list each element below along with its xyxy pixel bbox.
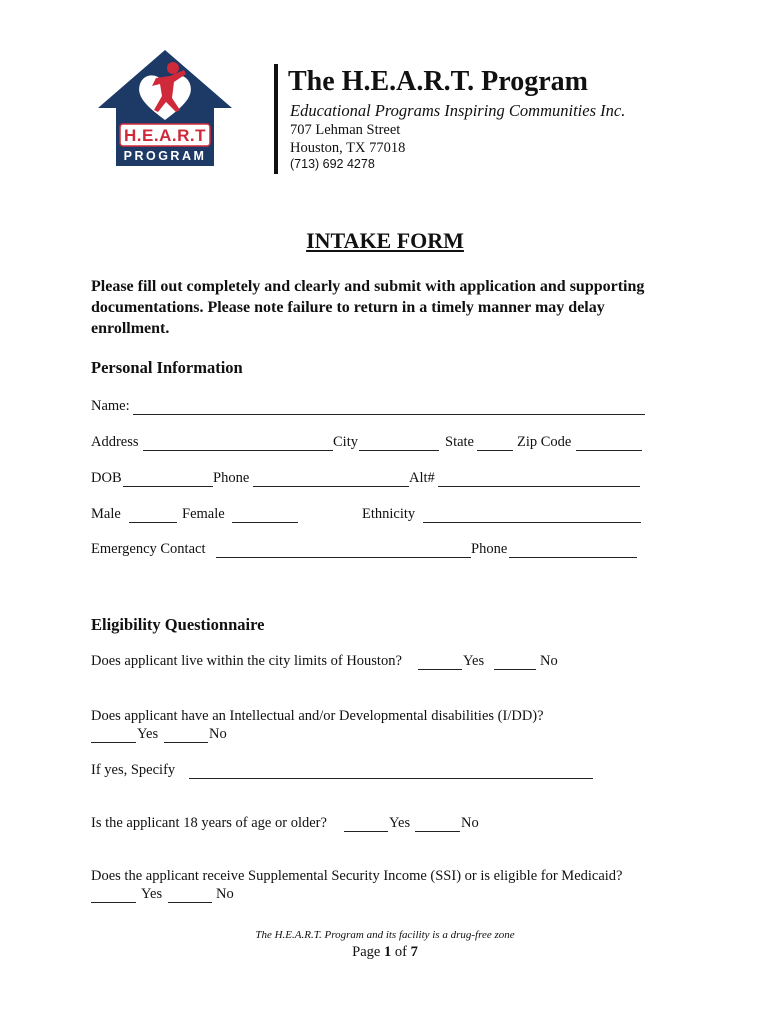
state-field[interactable] bbox=[477, 450, 513, 451]
address-field[interactable] bbox=[143, 450, 333, 451]
q1-yes-field[interactable] bbox=[418, 669, 462, 670]
q2-text: Does applicant have an Intellectual and/or Developmental disabilities (I/DD)? bbox=[91, 708, 544, 724]
q3-yes-label: Yes bbox=[389, 815, 411, 831]
org-phone: (713) 692 4278 bbox=[290, 157, 375, 171]
q4-no-field[interactable] bbox=[168, 902, 212, 903]
q2-yes-label: Yes bbox=[137, 726, 159, 742]
page-current: 1 bbox=[383, 944, 392, 960]
org-title: The H.E.A.R.T. Program bbox=[288, 66, 588, 97]
footer-note: The H.E.A.R.T. Program and its facility is a drug-free zone bbox=[255, 929, 515, 941]
header-divider bbox=[274, 64, 278, 174]
female-label: Female bbox=[182, 506, 225, 522]
q1-yes-label: Yes bbox=[463, 653, 485, 669]
address-label: Address bbox=[91, 434, 139, 450]
q4-no-label: No bbox=[216, 886, 234, 902]
specify-row bbox=[91, 762, 611, 782]
q2-no-label: No bbox=[209, 726, 227, 742]
q4-row bbox=[91, 868, 661, 888]
address-row bbox=[91, 434, 651, 454]
dob-row bbox=[91, 470, 651, 490]
q3-no-field[interactable] bbox=[415, 831, 460, 832]
emergency-phone-label: Phone bbox=[471, 541, 508, 557]
page-number bbox=[0, 944, 770, 961]
q1-no-field[interactable] bbox=[494, 669, 536, 670]
ethnicity-label: Ethnicity bbox=[362, 506, 416, 522]
emergency-contact-label: Emergency Contact bbox=[91, 541, 206, 557]
q2-answer-row bbox=[91, 726, 291, 746]
name-label: Name: bbox=[91, 398, 130, 414]
q1-text: Does applicant live within the city limits of Houston? bbox=[91, 653, 402, 669]
city-field[interactable] bbox=[359, 450, 439, 451]
heart-program-logo bbox=[96, 48, 234, 166]
specify-field[interactable] bbox=[189, 778, 593, 779]
form-title-text: INTAKE FORM bbox=[306, 228, 464, 253]
page-label: Page bbox=[352, 944, 381, 960]
name-row bbox=[91, 398, 651, 418]
alt-field[interactable] bbox=[438, 486, 640, 487]
q4-yes-field[interactable] bbox=[91, 902, 136, 903]
form-title bbox=[0, 228, 770, 254]
q2-yes-field[interactable] bbox=[91, 742, 136, 743]
zip-label: Zip Code bbox=[517, 434, 572, 450]
address-line-2: Houston, TX 77018 bbox=[290, 140, 406, 156]
male-label: Male bbox=[91, 506, 121, 522]
q4-text: Does the applicant receive Supplemental Security Income (SSI) or is eligible for Medicaid? bbox=[91, 868, 623, 884]
zip-field[interactable] bbox=[576, 450, 642, 451]
address-line-1: 707 Lehman Street bbox=[290, 122, 401, 138]
q1-row bbox=[91, 653, 651, 673]
phone-field[interactable] bbox=[253, 486, 409, 487]
male-field[interactable] bbox=[129, 522, 177, 523]
emergency-contact-field[interactable] bbox=[216, 557, 471, 558]
q1-no-label: No bbox=[540, 653, 558, 669]
name-field[interactable] bbox=[133, 414, 645, 415]
q4-answer-row bbox=[91, 886, 291, 906]
q2-row bbox=[91, 708, 651, 728]
state-label: State bbox=[445, 434, 474, 450]
instructions: Please fill out completely and clearly and submit with application and supporting documentations. Please note failure to return in a timely manner may delay enrollment. bbox=[91, 278, 645, 337]
specify-label: If yes, Specify bbox=[91, 762, 176, 778]
ethnicity-field[interactable] bbox=[423, 522, 641, 523]
q4-yes-label: Yes bbox=[141, 886, 163, 902]
q2-no-field[interactable] bbox=[164, 742, 208, 743]
logo-heart-text: H.E.A.R.T bbox=[124, 126, 206, 145]
female-field[interactable] bbox=[232, 522, 298, 523]
q3-text: Is the applicant 18 years of age or older? bbox=[91, 815, 327, 831]
org-subtitle: Educational Programs Inspiring Communities Inc. bbox=[290, 101, 626, 120]
personal-info-heading: Personal Information bbox=[91, 358, 243, 377]
dob-label: DOB bbox=[91, 470, 122, 486]
emergency-row bbox=[91, 541, 651, 561]
phone-label: Phone bbox=[213, 470, 250, 486]
gender-row bbox=[91, 506, 651, 526]
logo-program-text: PROGRAM bbox=[123, 149, 207, 163]
q3-row bbox=[91, 815, 551, 835]
alt-label: Alt# bbox=[409, 470, 435, 486]
q3-no-label: No bbox=[461, 815, 479, 831]
emergency-phone-field[interactable] bbox=[509, 557, 637, 558]
eligibility-heading: Eligibility Questionnaire bbox=[91, 615, 265, 634]
page-of: of bbox=[394, 944, 407, 960]
city-label: City bbox=[333, 434, 358, 450]
logo-person-head bbox=[167, 62, 179, 74]
page-total: 7 bbox=[410, 944, 418, 960]
q3-yes-field[interactable] bbox=[344, 831, 388, 832]
dob-field[interactable] bbox=[123, 486, 213, 487]
